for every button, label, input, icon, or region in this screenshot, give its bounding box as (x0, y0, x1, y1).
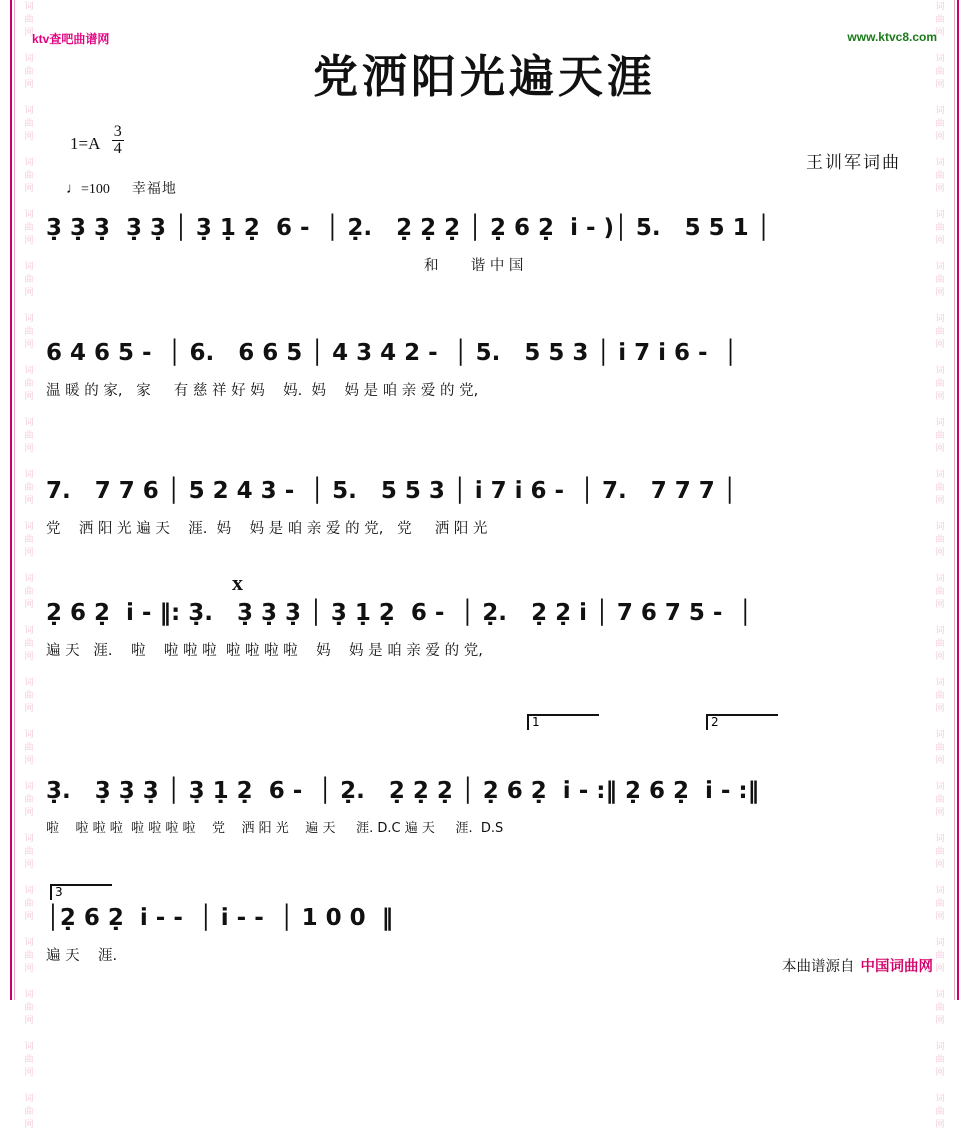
tempo-marking (66, 178, 177, 198)
lyric-line: 党 洒 阳 光 遍 天 涯. 妈 妈 是 咱 亲 爱 的 党, 党 洒 阳 光 (46, 521, 488, 537)
mood-marking: 幸福地 (131, 182, 177, 197)
source-note (782, 955, 933, 976)
time-signature-denominator: 4 (113, 140, 122, 157)
tempo-value: =100 (81, 182, 110, 197)
lyric-line: 和 谐 中 国 (46, 258, 524, 274)
music-system-1 (46, 215, 929, 275)
page-border-left-inner (14, 0, 15, 1000)
music-system-4 (46, 600, 929, 660)
second-ending-bracket (706, 714, 778, 730)
notation-line: 7. 7 7 6 │ 5 2 4 3 - │ 5. 5 5 3 │ i̇ 7 i̇ 6 - │ 7. 7 7 7 │ (46, 478, 737, 504)
quarter-note-icon: ♩ (66, 181, 81, 197)
music-system-3 (46, 478, 929, 538)
notation-line: 3̣ 3̣ 3̣ 3̣ 3̣ │ 3̣ 1̣ 2̣ 6 - │ 2̣. 2̣ 2̣ 2̣ │ 2̣ 6 2̣ i̇ - )│ 5. 5 5 1 │ (46, 215, 771, 241)
lyric-line: 啦 啦 啦 啦 啦 啦 啦 啦 党 洒 阳 光 遍 天 涯. D.C 遍 天 涯. D.S (46, 821, 504, 836)
composer-credit: 王训军词曲 (806, 153, 901, 172)
notation-line: 3̣. 3̣ 3̣ 3̣ │ 3̣ 1̣ 2̣ 6 - │ 2̣. 2̣ 2̣ 2̣ │ 2̣ 6 2̣ i̇ - :‖ 2̣ 6 2̣ i̇ - :‖ (46, 778, 760, 804)
notation-line: │2̣ 6 2̣ i̇ - - │ i̇ - - │ 1 0 0 ‖ (46, 905, 394, 931)
time-signature-numerator: 3 (113, 123, 122, 140)
notation-line: 2̣ 6 2̣ i̇ - ‖: 3̣. 3̣ 3̣ 3̣ │ 3̣ 1̣ 2̣ 6 - │ 2̣. 2̣ 2̣ i̇ │ 7 6 7 5 - │ (46, 600, 753, 626)
lyric-line: 遍 天 涯. 啦 啦 啦 啦 啦 啦 啦 啦 妈 妈 是 咱 亲 爱 的 党, (46, 643, 483, 659)
source-note-text: 本曲谱源自 (782, 959, 855, 975)
watermark-right: 词 曲 网 词 曲 网 词 曲 网 词 曲 网 词 曲 网 词 曲 网 词 曲 网 词 曲 网 词 曲 网 词 曲 网 词 曲 网 词 曲 网 词 曲 网 词 曲 网 词 曲 网 词 曲 网 词 曲 网 词 曲 网 词 曲 网 词 曲 网 词 曲 网 词 曲 网 (935, 1, 945, 1129)
site-url-right: www.ktvc8.com (847, 30, 937, 44)
watermark-left: 词 曲 网 词 曲 网 词 曲 网 词 曲 网 词 曲 网 词 曲 网 词 曲 网 词 曲 网 词 曲 网 词 曲 网 词 曲 网 词 曲 网 词 曲 网 词 曲 网 词 曲 网 词 曲 网 词 曲 网 词 曲 网 词 曲 网 词 曲 网 词 曲 网 词 曲 网 (24, 1, 34, 1129)
music-system-5 (46, 778, 929, 836)
page-title: 党洒阳光遍天涯 (312, 50, 656, 103)
key-signature (70, 124, 124, 157)
third-ending-bracket (50, 884, 112, 900)
notation-line: 6 4 6 5 - │ 6. 6 6 5 │ 4 3 4 2 - │ 5. 5 5 3 │ i̇ 7 i̇ 6 - │ (46, 340, 738, 366)
page-border-left (10, 0, 12, 1000)
page-border-right (957, 0, 959, 1000)
first-ending-bracket (527, 714, 599, 730)
lyric-line: 遍 天 涯. (46, 948, 118, 964)
segno-icon: x (232, 570, 243, 595)
time-signature (112, 124, 124, 157)
music-system-2 (46, 340, 929, 400)
key-signature-text: 1=A (70, 134, 100, 153)
first-ending-label: 1 (532, 715, 540, 729)
site-name-left: ktv查吧曲谱网 (32, 32, 110, 46)
second-ending-label: 2 (711, 715, 719, 729)
lyric-line: 温 暖 的 家, 家 有 慈 祥 好 妈 妈. 妈 妈 是 咱 亲 爱 的 党, (46, 383, 479, 399)
source-brand[interactable]: 中国词曲网 (860, 959, 933, 975)
third-ending-label: 3 (55, 885, 63, 899)
page-border-right-inner (954, 0, 955, 1000)
